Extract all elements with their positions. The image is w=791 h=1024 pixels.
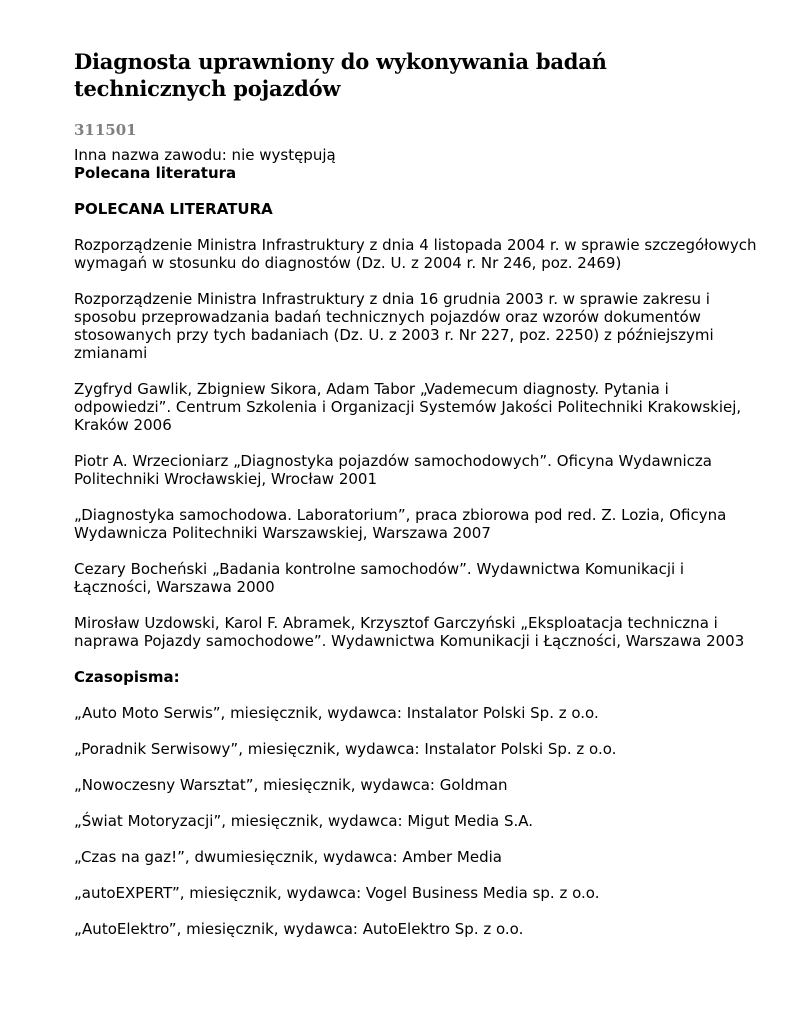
literature-item: Zygfryd Gawlik, Zbigniew Sikora, Adam Tabor „Vademecum diagnosty. Pytania i odpowiedzi”. Centrum Szkolenia i Organizacji Systemów Jakości Politechniki Krakowskiej, Kraków 2006 bbox=[74, 380, 742, 434]
literature-item: Rozporządzenie Ministra Infrastruktury z dnia 4 listopada 2004 r. w sprawie szczegółowych wymagań w stosunku do diagnostów (Dz. U. z 2004 r. Nr 246, poz. 2469) bbox=[74, 236, 757, 272]
document-page bbox=[74, 48, 764, 938]
literature-item: Rozporządzenie Ministra Infrastruktury z dnia 16 grudnia 2003 r. w sprawie zakresu i sposobu przeprowadzania badań technicznych pojazdów oraz wzorów dokumentów stosowanych przy tych badaniach (Dz. U. z 2003 r. Nr 227, poz. 2250) z późniejszymi zmianami bbox=[74, 290, 714, 362]
literature-item: Piotr A. Wrzecioniarz „Diagnostyka pojazdów samochodowych”. Oficyna Wydawnicza Politechniki Wrocławskiej, Wrocław 2001 bbox=[74, 452, 712, 488]
journal-item: „Czas na gaz!”, dwumiesięcznik, wydawca: Amber Media bbox=[74, 848, 502, 866]
literature-item: „Diagnostyka samochodowa. Laboratorium”, praca zbiorowa pod red. Z. Lozia, Oficyna Wydawnicza Politechniki Warszawskiej, Warszawa 2007 bbox=[74, 506, 727, 542]
journals-heading: Czasopisma: bbox=[74, 668, 180, 686]
journal-item: „Nowoczesny Warsztat”, miesięcznik, wydawca: Goldman bbox=[74, 776, 508, 794]
literature-heading: POLECANA LITERATURA bbox=[74, 200, 273, 218]
occupation-code: 311501 bbox=[74, 121, 137, 139]
section-subtitle: Polecana literatura bbox=[74, 164, 237, 182]
literature-item: Mirosław Uzdowski, Karol F. Abramek, Krzysztof Garczyński „Eksploatacja techniczna i naprawa Pojazdy samochodowe”. Wydawnictwa Komunikacji i Łączności, Warszawa 2003 bbox=[74, 614, 745, 650]
journal-item: „Poradnik Serwisowy”, miesięcznik, wydawca: Instalator Polski Sp. z o.o. bbox=[74, 740, 617, 758]
journal-item: „autoEXPERT”, miesięcznik, wydawca: Vogel Business Media sp. z o.o. bbox=[74, 884, 600, 902]
journal-item: „Auto Moto Serwis”, miesięcznik, wydawca: Instalator Polski Sp. z o.o. bbox=[74, 704, 599, 722]
journal-item: „AutoElektro”, miesięcznik, wydawca: AutoElektro Sp. z o.o. bbox=[74, 920, 524, 938]
literature-item: Cezary Bocheński „Badania kontrolne samochodów”. Wydawnictwa Komunikacji i Łączności, Warszawa 2000 bbox=[74, 560, 685, 596]
journal-item: „Świat Motoryzacji”, miesięcznik, wydawca: Migut Media S.A. bbox=[74, 812, 534, 830]
document-title: Diagnosta uprawniony do wykonywania badań technicznych pojazdów bbox=[74, 49, 607, 101]
alternative-name: Inna nazwa zawodu: nie występują bbox=[74, 146, 336, 164]
